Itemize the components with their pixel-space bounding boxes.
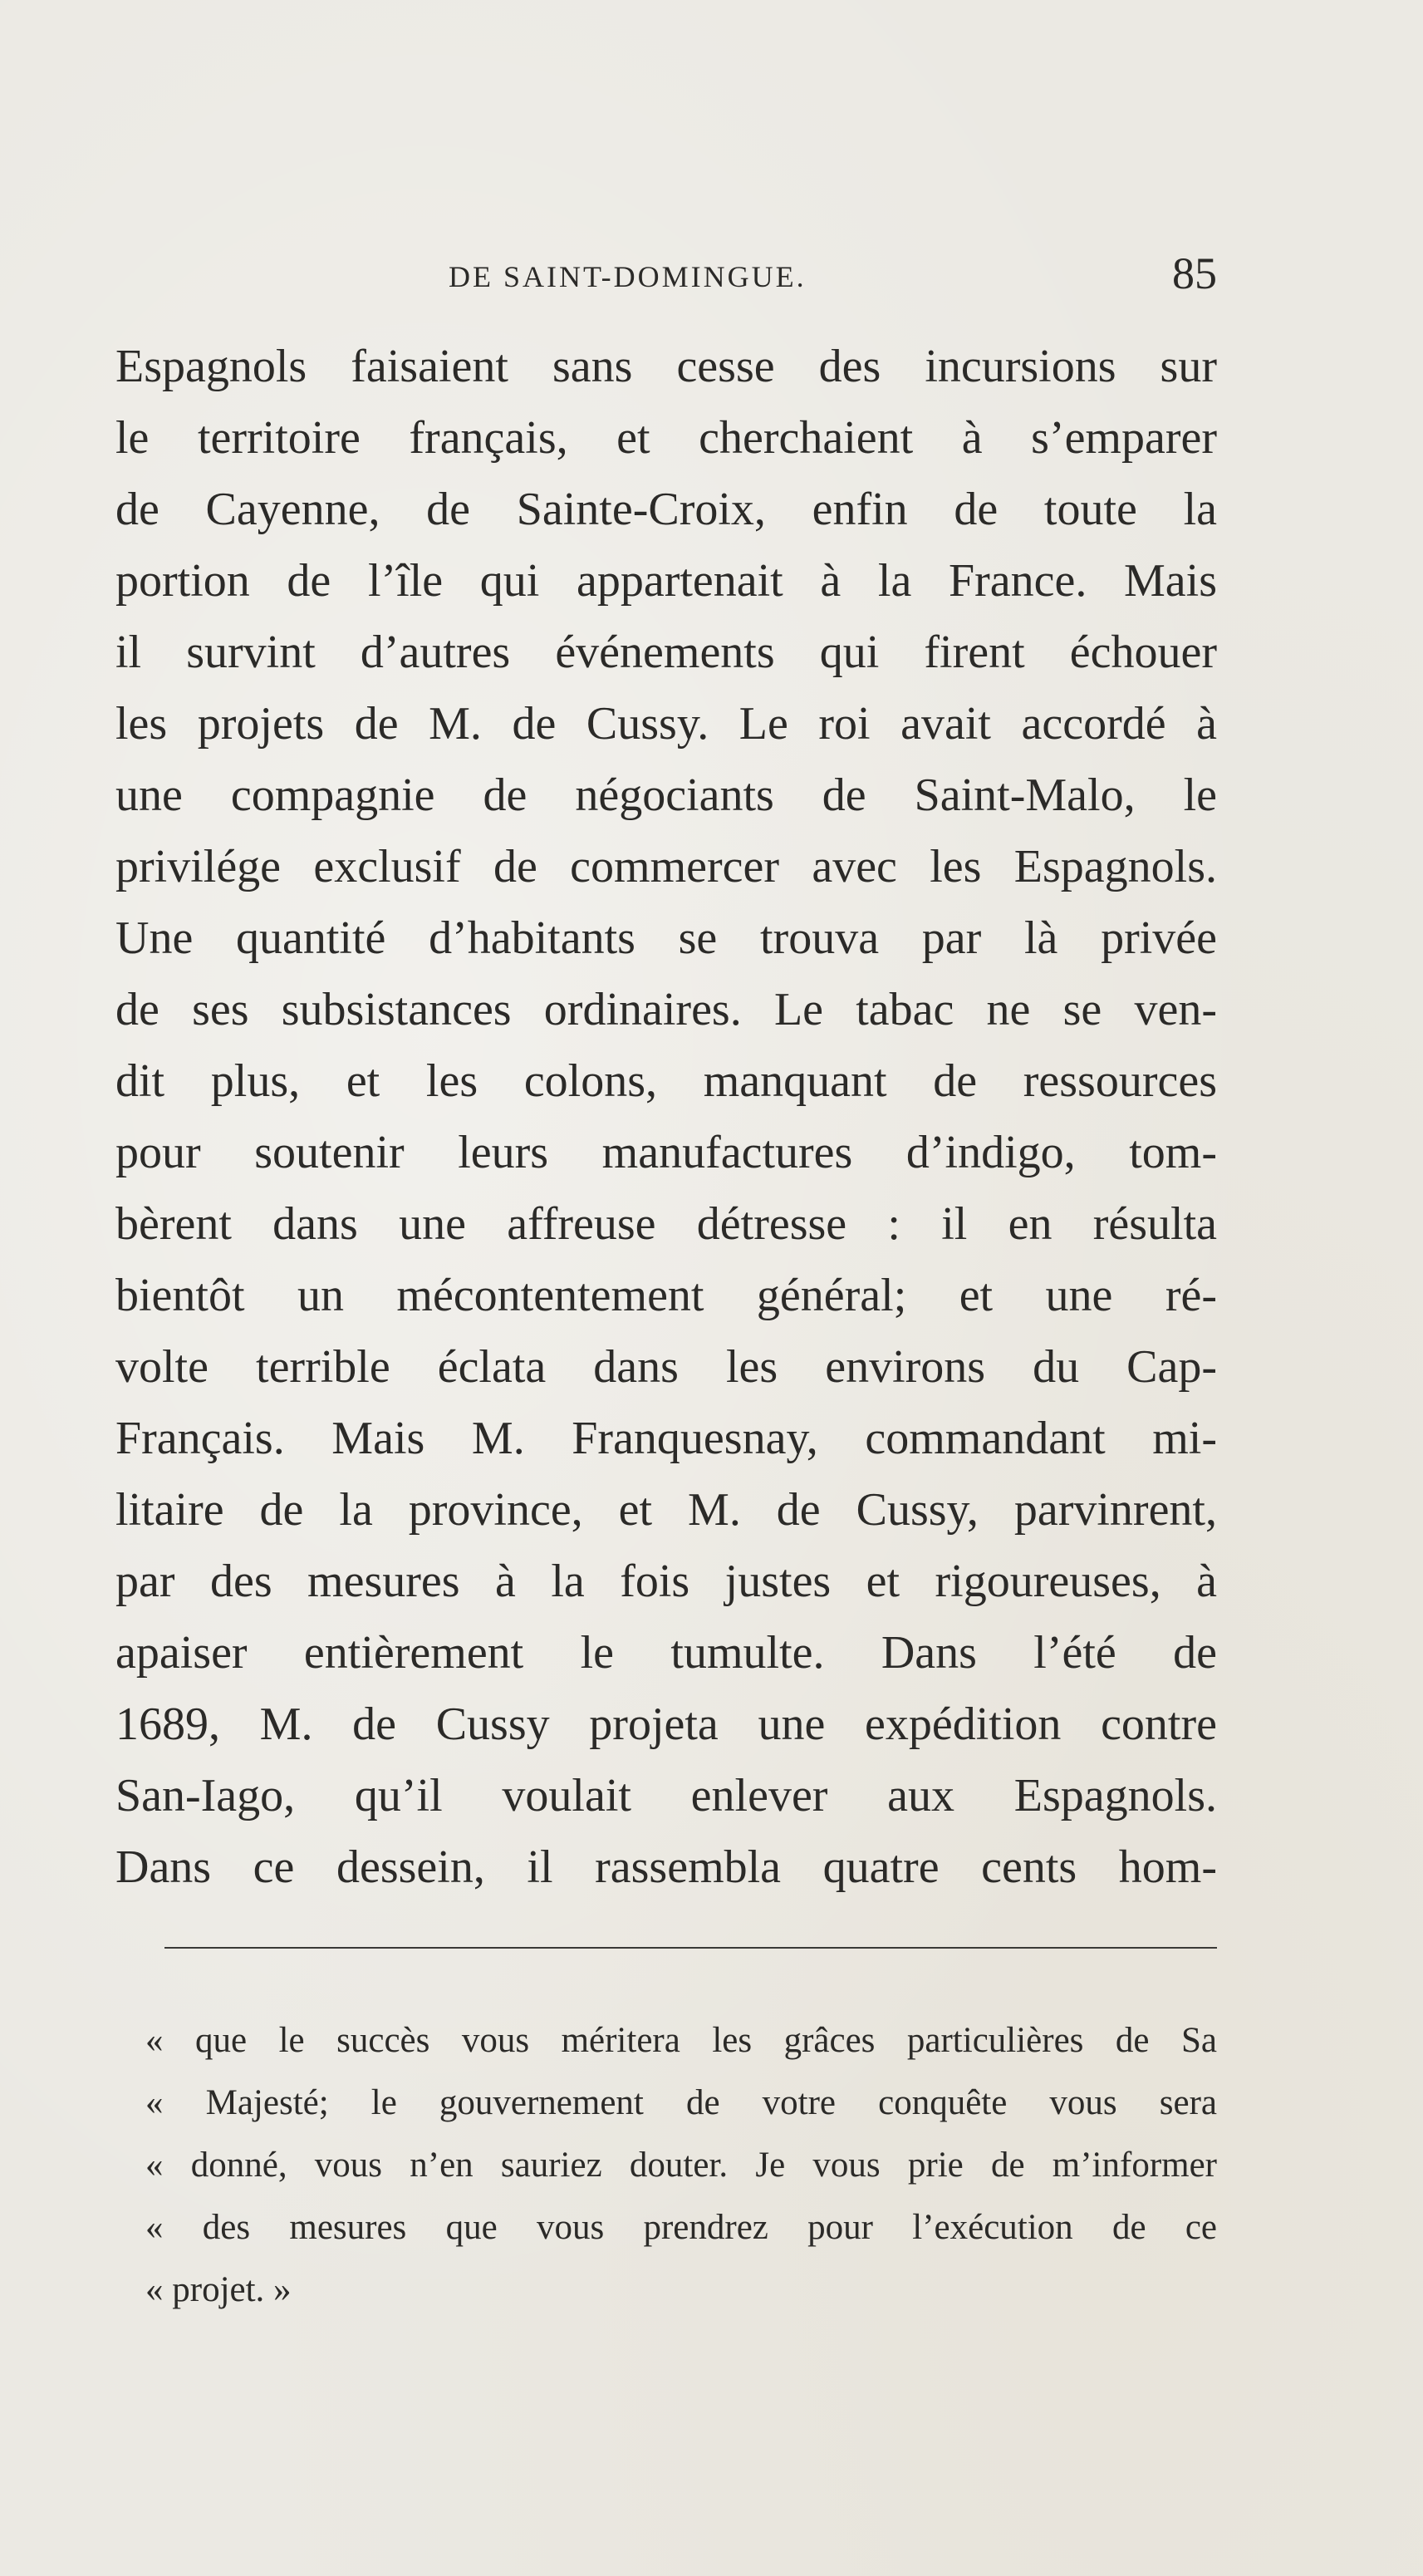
body-line: San-Iago, qu’il voulait enlever aux Espagnols. <box>115 1770 1217 1821</box>
body-line: dit plus, et les colons, manquant de ressources <box>115 1055 1217 1107</box>
footnote-line: « que le succès vous méritera les grâces particulières de Sa <box>145 2021 1217 2060</box>
footnote-line: « projet. » <box>145 2270 292 2309</box>
footnote-line: « des mesures que vous prendrez pour l’exécution de ce <box>145 2208 1217 2247</box>
footnote-line: « Majesté; le gouvernement de votre conquête vous sera <box>145 2083 1217 2122</box>
body-line: une compagnie de négociants de Saint-Malo, le <box>115 769 1217 821</box>
page-number: 85 <box>1172 248 1217 298</box>
body-line: volte terrible éclata dans les environs du Cap- <box>115 1341 1217 1393</box>
body-line: de ses subsistances ordinaires. Le tabac ne se ven- <box>115 984 1217 1035</box>
footnote <box>145 2009 1217 2321</box>
body-line: bientôt un mécontentement général; et une ré- <box>115 1270 1217 1321</box>
body-line: pour soutenir leurs manufactures d’indigo, tom- <box>115 1127 1217 1178</box>
body-line: de Cayenne, de Sainte-Croix, enfin de toute la <box>115 484 1217 535</box>
body-line: Français. Mais M. Franquesnay, commandant mi- <box>115 1413 1217 1464</box>
body-line: privilége exclusif de commercer avec les Espagnols. <box>115 841 1217 892</box>
body-text <box>115 331 1217 1903</box>
body-line: 1689, M. de Cussy projeta une expédition contre <box>115 1698 1217 1750</box>
body-line: litaire de la province, et M. de Cussy, parvinrent, <box>115 1484 1217 1536</box>
body-line: par des mesures à la fois justes et rigoureuses, à <box>115 1556 1217 1607</box>
body-line: Espagnols faisaient sans cesse des incursions sur <box>115 341 1217 392</box>
body-line: les projets de M. de Cussy. Le roi avait accordé à <box>115 698 1217 750</box>
body-line: portion de l’île qui appartenait à la France. Mais <box>115 555 1217 607</box>
body-line: bèrent dans une affreuse détresse : il en résulta <box>115 1198 1217 1250</box>
footnote-line: « donné, vous n’en sauriez douter. Je vous prie de m’informer <box>145 2146 1217 2185</box>
running-head: DE SAINT-DOMINGUE. <box>449 260 807 293</box>
footnote-rule <box>164 1947 1217 1949</box>
body-line: le territoire français, et cherchaient à s’emparer <box>115 412 1217 464</box>
body-line: Une quantité d’habitants se trouva par là privée <box>115 912 1217 964</box>
body-line: apaiser entièrement le tumulte. Dans l’été de <box>115 1627 1217 1679</box>
body-line: Dans ce dessein, il rassembla quatre cents hom- <box>115 1841 1217 1893</box>
body-line: il survint d’autres événements qui firent échouer <box>115 627 1217 678</box>
